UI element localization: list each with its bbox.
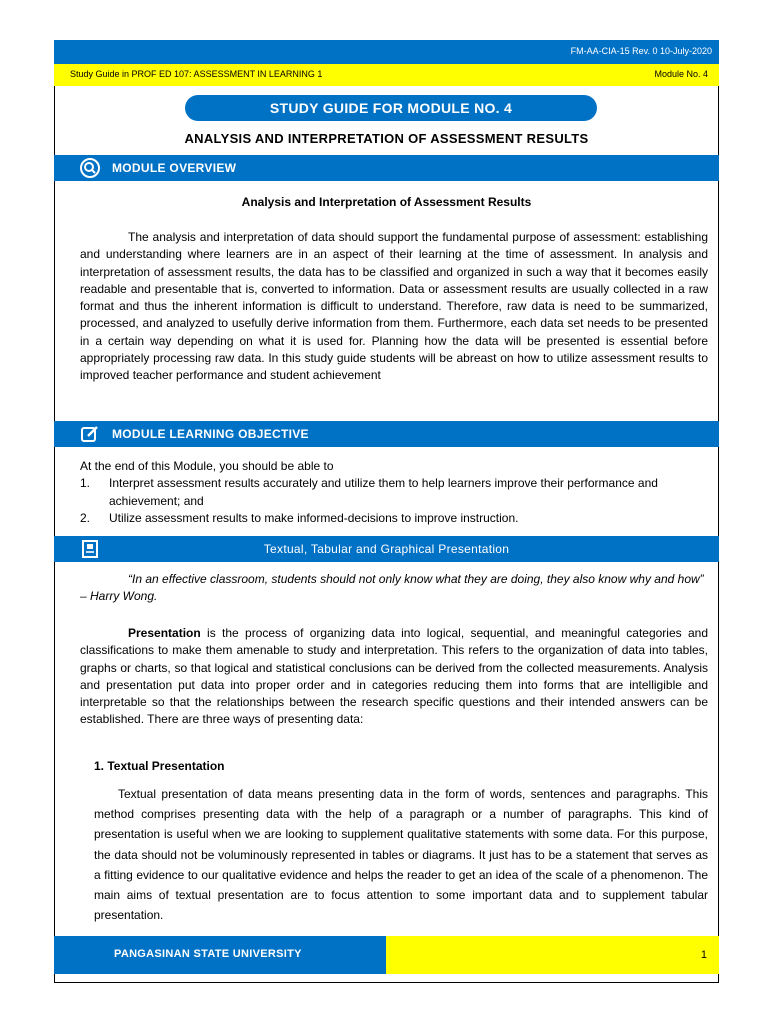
university-name: PANGASINAN STATE UNIVERSITY	[114, 948, 302, 960]
module-overview-bar	[54, 155, 719, 181]
module-number: Module No. 4	[654, 69, 708, 79]
study-guide-course: Study Guide in PROF ED 107: ASSESSMENT IN LEARNING 1	[70, 69, 323, 79]
objective-list	[80, 458, 710, 527]
module-overview-label: MODULE OVERVIEW	[112, 161, 237, 175]
presentation-term: Presentation	[128, 626, 201, 640]
textual-presentation-text: Textual presentation of data means presenting data in the form of words, sentences and paragraphs. This method comprises presenting data with the help of a paragraph or a number of paragraphs. This kind of presentation is useful when we are looking to supplement qualitative statements with some data. For this purpose, the data should not be voluminously represented in tables or diagrams. It just has to be a statement that serves as a fitting evidence to our qualitative evidence and helps the reader to get an idea of the scale of a phenomenon. The main aims of textual presentation are to focus attention to some important data and to supplement tabular presentation.	[94, 787, 708, 923]
objective-intro: At the end of this Module, you should be able to	[80, 459, 334, 473]
edit-icon	[80, 424, 100, 444]
harry-wong-quote: “In an effective classroom, students should not only know what they are doing, they also know why and how” – Harry Wong.	[80, 572, 704, 604]
list-item-text: Utilize assessment results to make informed-decisions to improve instruction.	[109, 510, 519, 525]
learning-objective-bar	[54, 421, 719, 447]
page-title: ANALYSIS AND INTERPRETATION OF ASSESSMENT RESULTS	[184, 131, 589, 146]
overview-title: Analysis and Interpretation of Assessment Results	[241, 195, 532, 209]
learning-objective-label: MODULE LEARNING OBJECTIVE	[112, 427, 309, 441]
list-item	[80, 475, 710, 510]
presentation-text: is the process of organizing data into logical, sequential, and meaningful categories and classifications to make them amenable to study and interpretation. This refers to the organization of data into tables, graphs or charts, so that logical and statistical conclusions can be derived from the collected measurements. Analysis and presentation put data into proper order and in categories reducing them into forms that are intelligible and interpretable so that the relationships between the research specific questions and their intended answers can be established. There are three ways of presenting data:	[80, 626, 708, 727]
textual-presentation-paragraph	[94, 784, 708, 925]
overview-paragraph	[80, 229, 708, 385]
list-item	[80, 510, 710, 527]
footer-yellow-bar	[386, 936, 719, 974]
list-item-text: Interpret assessment results accurately and utilize them to help learners improve their performance and achievement; and	[109, 476, 658, 508]
list-item-number: 1.	[80, 476, 91, 491]
form-code: FM-AA-CIA-15 Rev. 0 10-July-2020	[570, 46, 712, 56]
page-number: 1	[700, 949, 707, 961]
list-item-number: 2.	[80, 510, 91, 525]
presentation-bar	[54, 536, 719, 562]
search-icon	[80, 158, 100, 178]
textual-presentation-heading: 1. Textual Presentation	[94, 759, 225, 773]
overview-text: The analysis and interpretation of data should support the fundamental purpose of assessment: establishing and understanding where learners are in an aspect of their learning at the time of assessment. In analysis and interpretation of assessment results, the data has to be classified and organized in such a way that it becomes easily readable and presentable that is, converted to information. Data or assessment results are usually collected in a raw format and thus the inherent information is difficult to understand. Therefore, raw data is need to be summarized, processed, and analyzed to usefully derive information from them. Furthermore, each data set needs to be presented in a certain way depending on what it is used for. Planning how the data will be presented is essential before appropriately processing raw data. In this study guide students will be abreast on how to utilize assessment results to improved teacher performance and student achievement	[80, 230, 708, 383]
study-guide-title: STUDY GUIDE FOR MODULE NO. 4	[185, 95, 597, 121]
presentation-label: Textual, Tabular and Graphical Presentation	[263, 542, 510, 556]
presentation-paragraph	[80, 625, 708, 729]
